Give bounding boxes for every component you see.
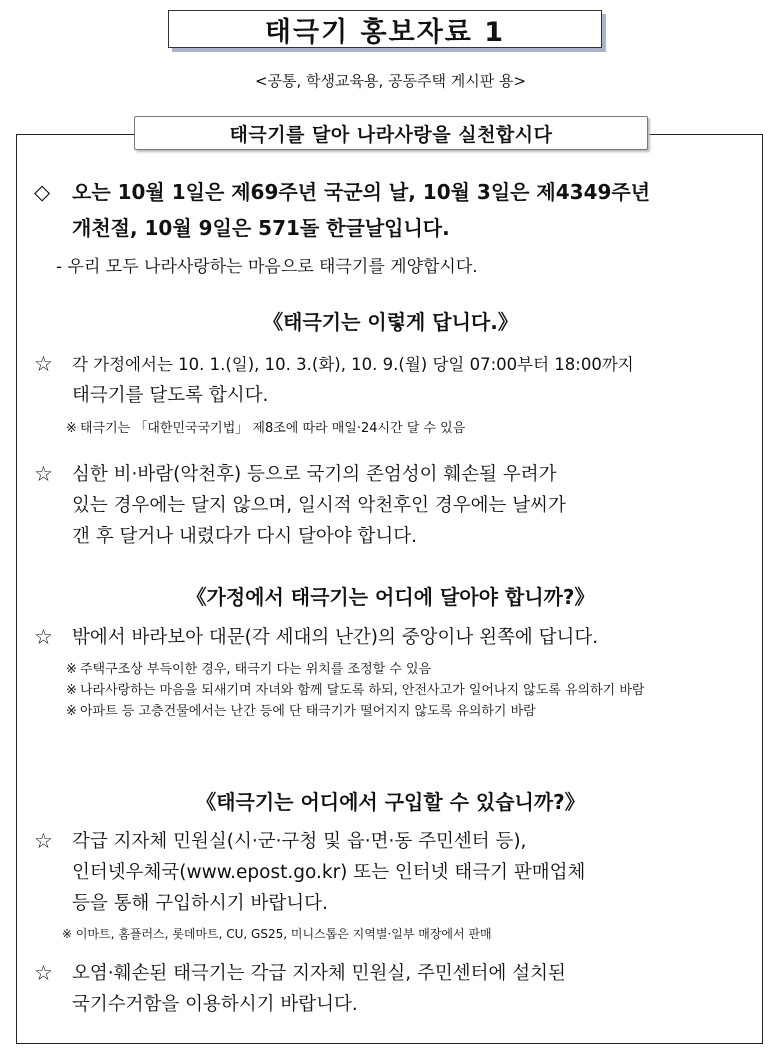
section2-item xyxy=(34,622,754,721)
section1-item-2-line-1: 심한 비·바람(악천후) 등으로 국기의 존엄성이 훼손될 우려가 xyxy=(72,464,557,485)
section2-note-1: 주택구조상 부득이한 경우, 태극기 다는 위치를 조정할 수 있음 xyxy=(80,662,432,677)
section3-item-1 xyxy=(34,826,754,943)
note-mark: ※ xyxy=(66,421,77,436)
star-icon: ☆ xyxy=(34,462,53,486)
star-icon: ☆ xyxy=(34,829,53,853)
section3-item-2 xyxy=(34,958,754,1020)
star-icon: ☆ xyxy=(34,625,53,649)
section3-item-2-line-2: 국기수거함을 이용하시기 바랍니다. xyxy=(72,994,358,1015)
section1-item-2 xyxy=(34,459,754,552)
note-mark: ※ xyxy=(66,683,77,698)
intro-line-1: 오는 10월 1일은 제69주년 국군의 날, 10월 3일은 제4349주년 xyxy=(72,180,651,204)
intro-block xyxy=(34,174,754,282)
document-title-box xyxy=(168,10,602,48)
document-title: 태극기 홍보자료 1 xyxy=(264,16,506,48)
section1-item-1-note: 태극기는 「대한민국국기법」 제8조에 따라 매일·24시간 달 수 있음 xyxy=(80,421,466,436)
document-subtitle: <공통, 학생교육용, 공동주택 게시판 용> xyxy=(254,72,527,90)
slogan-banner xyxy=(134,116,648,150)
section3-item-1-line-3: 등을 통해 구입하시기 바랍니다. xyxy=(72,893,328,914)
intro-line-2: 개천절, 10월 9일은 571돌 한글날입니다. xyxy=(72,216,450,240)
star-icon: ☆ xyxy=(34,961,53,985)
section1-item-2-line-3: 갠 후 달거나 내렸다가 다시 달아야 합니다. xyxy=(72,526,417,547)
section-heading-where-to-hang: 《가정에서 태극기는 어디에 달아야 합니까?》 xyxy=(186,585,595,609)
star-icon: ☆ xyxy=(34,352,53,376)
intro-dash-line: - 우리 모두 나라사랑하는 마음으로 태극기를 게양합시다. xyxy=(56,257,478,277)
section1-item-1-line-2: 태극기를 달도록 합시다. xyxy=(72,385,269,406)
section2-item-line-1: 밖에서 바라보아 대문(각 세대의 난간)의 중앙이나 왼쪽에 답니다. xyxy=(72,627,599,648)
section3-item-2-line-1: 오염·훼손된 태극기는 각급 지자체 민원실, 주민센터에 설치된 xyxy=(72,963,566,984)
section1-item-1-line-1: 각 가정에서는 10. 1.(일), 10. 3.(화), 10. 9.(월) 당일 07:00부터 18:00까지 xyxy=(72,355,634,374)
section-heading-how: 《태극기는 이렇게 답니다.》 xyxy=(263,310,518,334)
section2-note-2: 나라사랑하는 마음을 되새기며 자녀와 함께 달도록 하되, 안전사고가 일어나지 않도록 유의하기 바람 xyxy=(80,683,645,698)
note-mark: ※ xyxy=(66,704,77,719)
section2-note-3: 아파트 등 고층건물에서는 난간 등에 단 태극기가 떨어지지 않도록 유의하기 바람 xyxy=(80,704,536,719)
section1-item-2-line-2: 있는 경우에는 달지 않으며, 일시적 악천후인 경우에는 날씨가 xyxy=(72,495,566,516)
note-mark: ※ xyxy=(66,662,77,677)
section3-item-1-line-2: 인터넷우체국(www.epost.go.kr) 또는 인터넷 태극기 판매업체 xyxy=(72,862,586,883)
diamond-icon: ◇ xyxy=(34,180,51,204)
section1-item-1 xyxy=(34,349,754,438)
slogan-text: 태극기를 달아 나라사랑을 실천합시다 xyxy=(229,123,553,146)
section3-item-1-note: ※ 이마트, 홈플러스, 롯데마트, CU, GS25, 미니스톱은 지역별·일부 매장에서 판매 xyxy=(62,927,492,941)
section3-item-1-line-1: 각급 지자체 민원실(시·군·구청 및 읍·면·동 주민센터 등), xyxy=(72,831,527,852)
section-heading-where-to-buy: 《태극기는 어디에서 구입할 수 있습니까?》 xyxy=(196,790,585,814)
